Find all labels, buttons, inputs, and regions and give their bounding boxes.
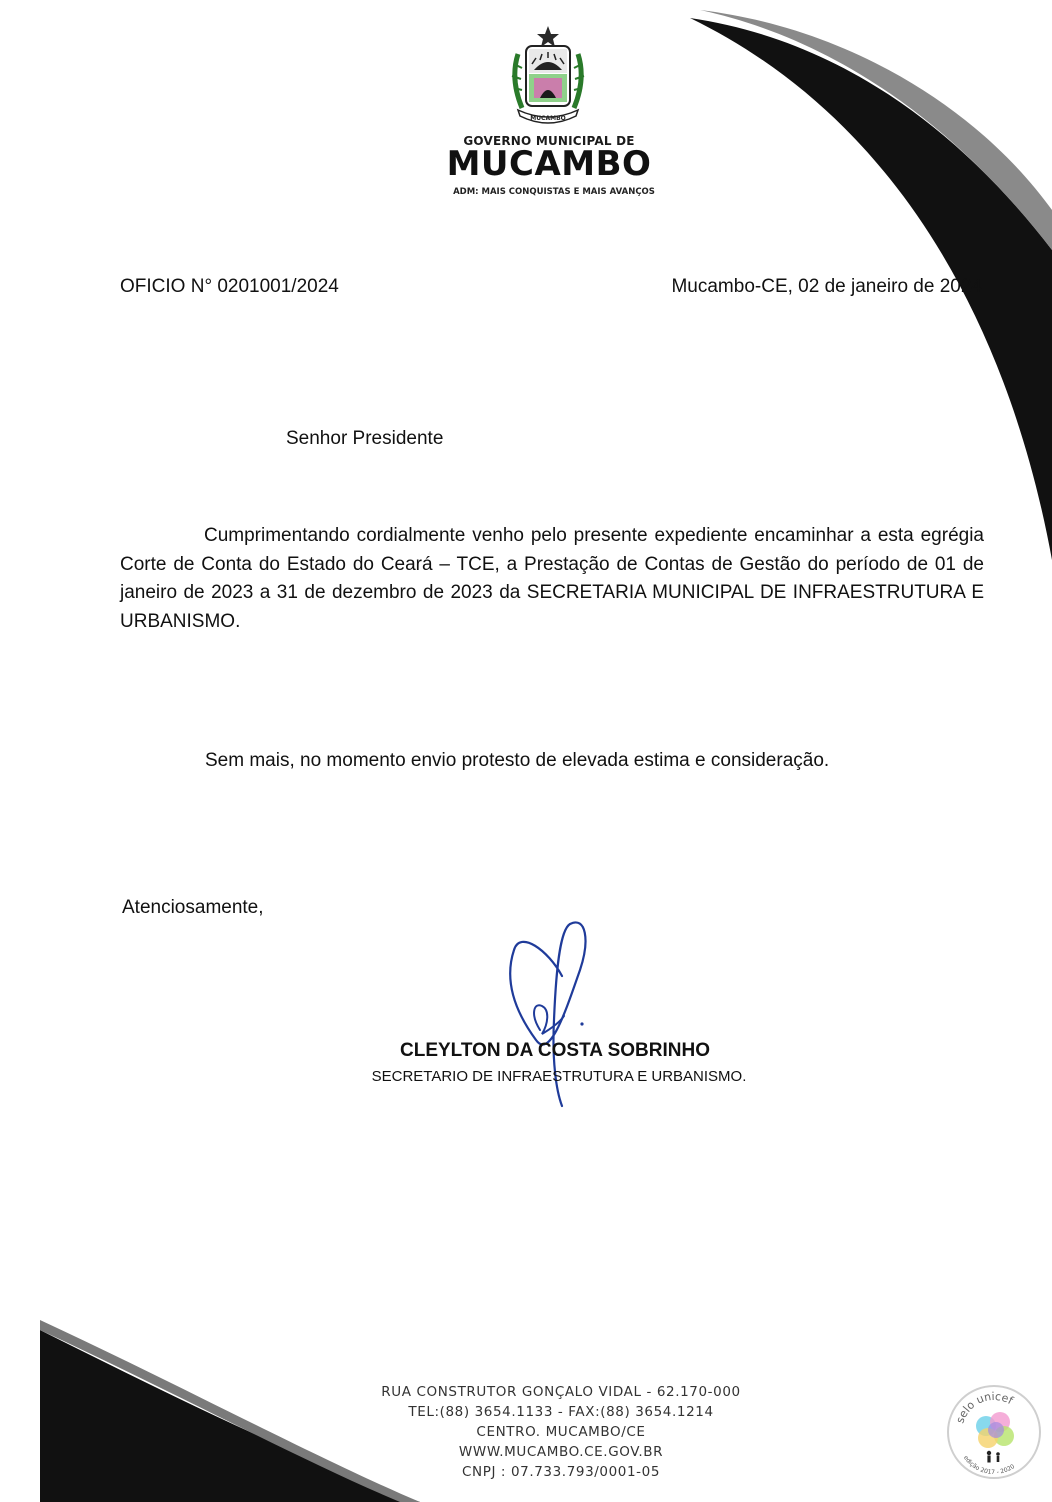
- footer-phone-line: TEL:(88) 3654.1133 - FAX:(88) 3654.1214: [408, 1404, 714, 1420]
- letterhead-administration-slogan: ADM: MAIS CONQUISTAS E MAIS AVANÇOS: [453, 187, 655, 197]
- seal-text-top: selo unicef: [953, 1389, 1016, 1426]
- unicef-seal-icon: [944, 1382, 1044, 1482]
- document-number: OFICIO N° 0201001/2024: [120, 276, 339, 297]
- footer-address-block: [0, 1382, 1052, 1482]
- municipal-coat-of-arms-icon: [496, 24, 600, 130]
- letterhead-government-label: GOVERNO MUNICIPAL DE: [463, 134, 635, 148]
- crest-banner-text: MUCAMBO: [530, 115, 566, 122]
- signatory-name: CLEYLTON DA COSTA SOBRINHO: [400, 1040, 710, 1061]
- seal-text-bottom: edição 2017 - 2020: [961, 1454, 1017, 1477]
- salutation: Senhor Presidente: [286, 428, 444, 449]
- signatory-role: SECRETARIO DE INFRAESTRUTURA E URBANISMO.: [371, 1068, 747, 1085]
- regards: Atenciosamente,: [122, 897, 264, 918]
- footer-cnpj-line: CNPJ : 07.733.793/0001-05: [461, 1464, 661, 1480]
- body-paragraph: Cumprimentando cordialmente venho pelo presente expediente encaminhar a esta egrégia Corte de Conta do Estado do Ceará – TCE, a Prestação de Contas de Gestão do período de 01 de janeiro de 2023 a 31 de dezembro de 2023 da SECRETARIA MUNICIPAL DE INFRAESTRUTURA E URBANISMO.: [120, 525, 984, 632]
- letterhead-municipality-name: MUCAMBO: [446, 144, 652, 184]
- footer-website-line: WWW.MUCAMBO.CE.GOV.BR: [458, 1444, 664, 1460]
- place-and-date: Mucambo-CE, 02 de janeiro de 2024: [671, 276, 982, 297]
- footer-address-line: RUA CONSTRUTOR GONÇALO VIDAL - 62.170-000: [381, 1384, 741, 1400]
- footer-city-line: CENTRO. MUCAMBO/CE: [476, 1424, 646, 1440]
- closing-sentence: Sem mais, no momento envio protesto de elevada estima e consideração.: [205, 750, 830, 771]
